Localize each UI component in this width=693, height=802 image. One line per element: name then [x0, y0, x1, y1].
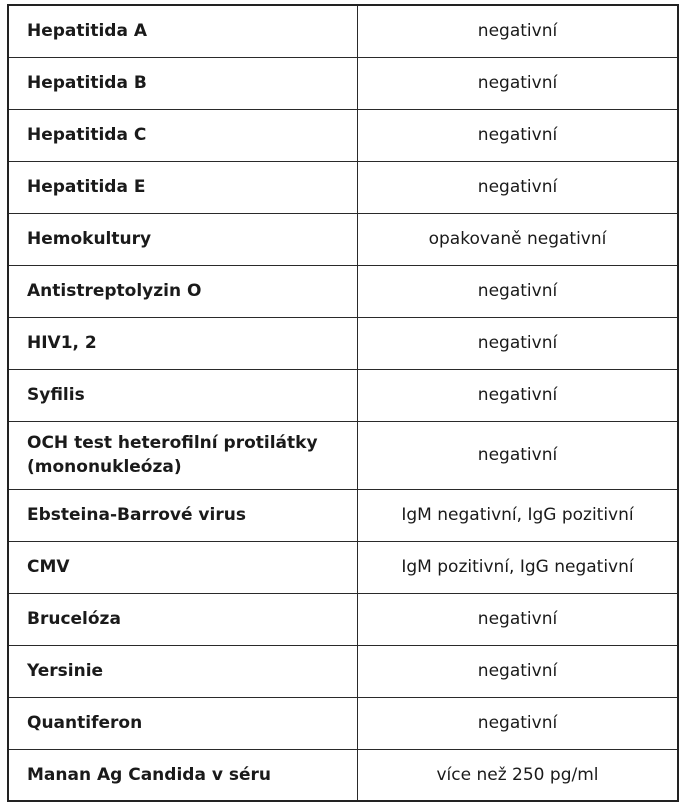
- test-result-cell: opakovaně negativní: [358, 213, 679, 265]
- table-row: [8, 57, 678, 109]
- table-row: [8, 213, 678, 265]
- table-row: [8, 265, 678, 317]
- table-row: [8, 109, 678, 161]
- test-name-cell: Manan Ag Candida v séru: [8, 749, 358, 801]
- test-name-cell: Syfilis: [8, 369, 358, 421]
- table-row: [8, 317, 678, 369]
- table-row: [8, 749, 678, 801]
- table-row: [8, 421, 678, 489]
- test-result-cell: negativní: [358, 109, 679, 161]
- test-name-cell: Hemokultury: [8, 213, 358, 265]
- test-result-cell: negativní: [358, 645, 679, 697]
- test-name-cell: OCH test heterofilní protilátky (mononukleóza): [8, 421, 358, 489]
- test-name-cell: Ebsteina-Barrové virus: [8, 489, 358, 541]
- lab-results-body: [8, 5, 678, 801]
- test-name-cell: Hepatitida C: [8, 109, 358, 161]
- test-name-cell: Hepatitida E: [8, 161, 358, 213]
- test-result-cell: IgM pozitivní, IgG negativní: [358, 541, 679, 593]
- test-name-cell: CMV: [8, 541, 358, 593]
- table-row: [8, 161, 678, 213]
- table-row: [8, 541, 678, 593]
- test-name-cell: Quantiferon: [8, 697, 358, 749]
- test-name-cell: HIV1, 2: [8, 317, 358, 369]
- test-name-cell: Yersinie: [8, 645, 358, 697]
- test-result-cell: negativní: [358, 5, 679, 57]
- test-result-cell: negativní: [358, 161, 679, 213]
- test-result-cell: negativní: [358, 697, 679, 749]
- table-row: [8, 697, 678, 749]
- test-result-cell: negativní: [358, 317, 679, 369]
- table-row: [8, 489, 678, 541]
- table-row: [8, 5, 678, 57]
- test-name-cell: Antistreptolyzin O: [8, 265, 358, 317]
- test-name-cell: Brucelóza: [8, 593, 358, 645]
- test-result-cell: negativní: [358, 593, 679, 645]
- test-result-cell: negativní: [358, 57, 679, 109]
- test-name-cell: Hepatitida B: [8, 57, 358, 109]
- lab-results-table: [7, 4, 679, 802]
- test-result-cell: IgM negativní, IgG pozitivní: [358, 489, 679, 541]
- test-result-cell: negativní: [358, 265, 679, 317]
- table-row: [8, 369, 678, 421]
- table-row: [8, 593, 678, 645]
- test-result-cell: negativní: [358, 421, 679, 489]
- test-result-cell: negativní: [358, 369, 679, 421]
- test-result-cell: více než 250 pg/ml: [358, 749, 679, 801]
- test-name-cell: Hepatitida A: [8, 5, 358, 57]
- table-row: [8, 645, 678, 697]
